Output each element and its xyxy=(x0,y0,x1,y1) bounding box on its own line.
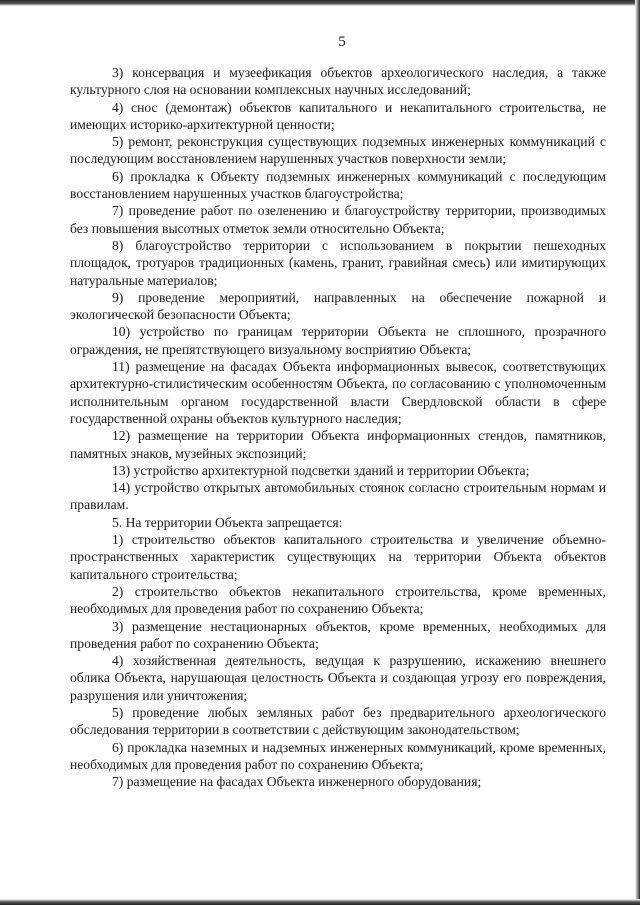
paragraph: 12) размещение на территории Объекта информационных стендов, памятников, памятных знаков, музейных экспозиций; xyxy=(70,428,606,461)
page-number: 5 xyxy=(338,34,346,50)
paragraph: 4) хозяйственная деятельность, ведущая к разрушению, искажению внешнего облика Объекта, нарушающая целостность Объекта и создающая угрозу его повреждения, разрушения или уничтожения; xyxy=(70,653,606,703)
paragraph: 10) устройство по границам территории Объекта не сплошного, прозрачного ограждения, не препятствующего визуальному восприятию Объекта; xyxy=(70,324,606,357)
scan-edge-right xyxy=(635,0,640,905)
scan-edge-top xyxy=(0,0,640,6)
paragraph: 6) прокладка наземных и надземных инженерных коммуникаций, кроме временных, необходимых для проведения работ по сохранению Объекта; xyxy=(70,739,606,772)
paragraph: 3) консервация и музеефикация объектов археологического наследия, а также культурного слоя на основании комплексных научных исследований; xyxy=(70,65,606,98)
paragraph: 5) ремонт, реконструкция существующих подземных инженерных коммуникаций с последующим восстановлением нарушенных участков поверхности земли; xyxy=(70,134,606,167)
paragraph: 14) устройство открытых автомобильных стоянок согласно строительным нормам и правилам. xyxy=(70,480,606,513)
paragraph: 3) размещение нестационарных объектов, кроме временных, необходимых для проведения работ по сохранению Объекта; xyxy=(70,618,606,651)
paragraph: 6) прокладка к Объекту подземных инженерных коммуникаций с последующим восстановлением нарушенных участков благоустройства; xyxy=(70,168,606,202)
paragraph: 1) строительство объектов капитального строительства и увеличение объемно-пространственных характеристик существующих на территории Объекта объектов капитального строительства; xyxy=(70,532,606,582)
scan-edge-bottom xyxy=(0,899,640,905)
paragraph: 7) размещение на фасадах Объекта инженерного оборудования; xyxy=(112,774,482,790)
paragraph: 9) проведение мероприятий, направленных на обеспечение пожарной и экологической безопасности Объекта; xyxy=(70,289,606,323)
section-heading: 5. На территории Объекта запрещается: xyxy=(112,514,343,530)
paragraph: 11) размещение на фасадах Объекта информационных вывесок, соответствующих архитектурно-стилистическим особенностям Объекта, по согласованию с уполномоченным исполнительным органом государственной власти Свердловской области в сфере государственной охраны объектов культурного наследия; xyxy=(70,359,606,426)
paragraph: 5) проведение любых земляных работ без предварительного археологического обследования территории в соответствии с действующим законодательством; xyxy=(70,704,606,738)
paragraph: 7) проведение работ по озеленению и благоустройству территории, производимых без повышения высотных отметок земли относительно Объекта; xyxy=(70,203,606,236)
paragraph: 8) благоустройство территории с использованием в покрытии пешеходных площадок, тротуаров традиционных (камень, гранит, гравийная смесь) или имитирующих натуральные материалов; xyxy=(70,237,606,288)
paragraph: 4) снос (демонтаж) объектов капитального и некапитального строительства, не имеющих историко-архитектурной ценности; xyxy=(70,99,606,132)
document-page xyxy=(70,34,606,790)
paragraph: 13) устройство архитектурной подсветки зданий и территории Объекта; xyxy=(112,462,530,478)
paragraph: 2) строительство объектов некапитального строительства, кроме временных, необходимых для проведения работ по сохранению Объекта; xyxy=(70,583,606,617)
